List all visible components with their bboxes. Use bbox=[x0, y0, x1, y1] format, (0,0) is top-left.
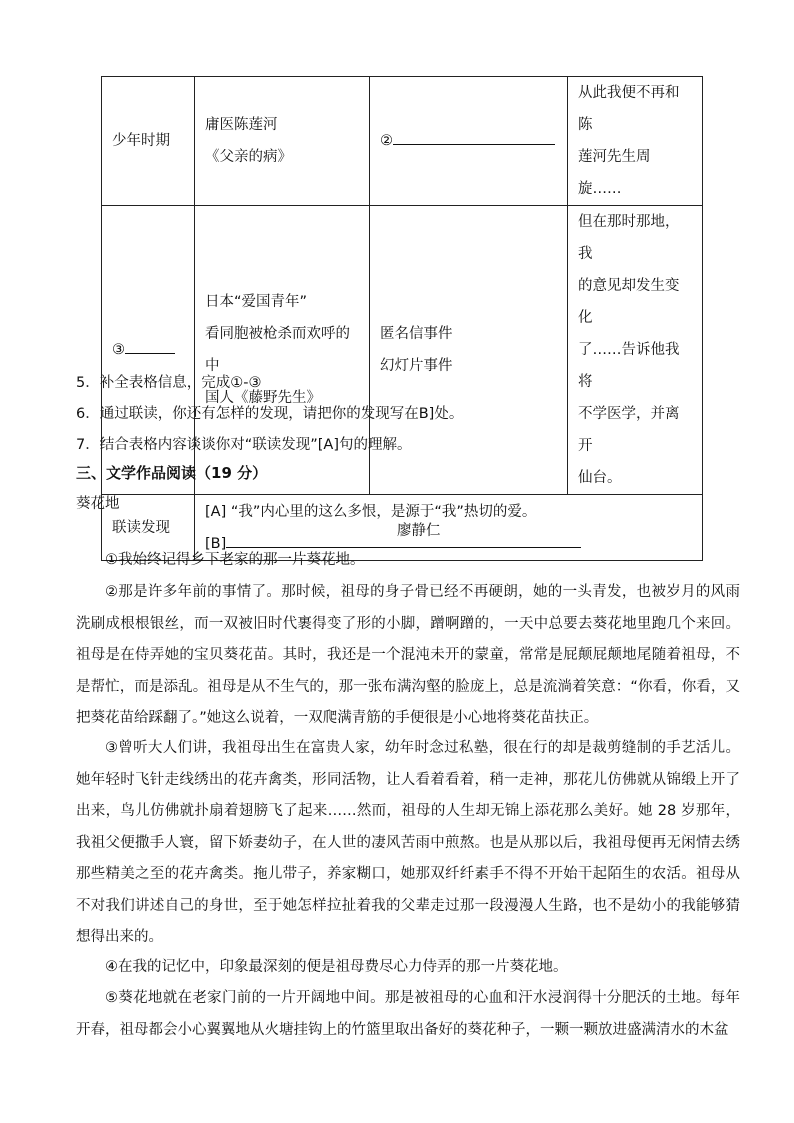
feeling-cell bbox=[568, 77, 703, 206]
question-7: 7．结合表格内容谈谈你对“联读发现”[A]句的理解。 bbox=[76, 437, 412, 453]
finding-b-marker: [B] bbox=[205, 535, 227, 552]
event-line: 匿名信事件 bbox=[380, 326, 453, 342]
reading-table bbox=[101, 76, 703, 561]
question-6: 6．通过联读，你还有怎样的发现，请把你的发现写在B]处。 bbox=[76, 406, 464, 422]
answer-blank-2[interactable] bbox=[393, 130, 555, 145]
person-line: 看同胞被枪杀而欢呼的中 bbox=[205, 326, 350, 374]
paragraph-2: ②那是许多年前的事情了。那时候，祖母的身子骨已经不再硬朗，她的一头青发，也被岁月的风雨洗刷成根根银丝，而一双被旧时代裹得变了形的小脚，蹭啊蹭的，一天中总要去葵花地里跑几个来回。祖母是在侍弄她的宝贝葵花苗。其时，我还是一个混沌未开的蒙童，常常是屁颠屁颠地尾随着祖母，不是帮忙，而是添乱。祖母是从不生气的，那一张布满沟壑的脸庞上，总是流淌着笑意：“你看，你看，又把葵花苗给踩翻了。”她这么说着，一双爬满青筋的手便很是小心地将葵花苗扶正。 bbox=[76, 584, 740, 726]
finding-a: [A] “我”内心里的这么多恨，是源于“我”热切的爱。 bbox=[205, 503, 537, 520]
feeling-line: 的意见却发生变化 bbox=[578, 278, 680, 326]
feeling-line: 了……告诉他我将 bbox=[578, 342, 680, 390]
feeling-line: 不学医学，并离开 bbox=[578, 406, 680, 454]
person-line: 国人《藤野先生》 bbox=[205, 390, 321, 406]
event-cell[interactable] bbox=[370, 77, 568, 206]
blank-marker-3: ③ bbox=[112, 342, 125, 358]
paragraph-5: ⑤葵花地就在老家门前的一片开阔地中间。那是被祖母的心血和汗水浸润得十分肥沃的土地。每年开春，祖母都会小心翼翼地从火塘挂钩上的竹篮里取出备好的葵花种子，一颗一颗放进盛满清水的木盆 bbox=[76, 990, 740, 1038]
person-name: 庸医陈莲河 bbox=[205, 117, 278, 133]
work-title: 《父亲的病》 bbox=[205, 149, 292, 165]
paragraph-1: ①我始终记得乡下老家的那一片葵花地。 bbox=[105, 552, 365, 568]
feeling-line: 莲河先生周旋…… bbox=[578, 149, 651, 197]
article-title: 葵花地 bbox=[76, 496, 120, 512]
period-cell: 少年时期 bbox=[102, 77, 195, 206]
finding-label: 联读发现 bbox=[102, 495, 195, 561]
answer-blank-3[interactable] bbox=[125, 339, 175, 354]
person-line: 日本“爱国青年” bbox=[205, 294, 308, 310]
person-cell bbox=[195, 77, 370, 206]
event-line: 幻灯片事件 bbox=[380, 358, 453, 374]
paragraph-3: ③曾听大人们讲，我祖母出生在富贵人家，幼年时念过私塾，很在行的却是裁剪缝制的手艺活儿。她年轻时飞针走线绣出的花卉禽类，形同活物，让人看着看着，稍一走神，那花儿仿佛就从锦缎上开了出来，鸟儿仿佛就扑扇着翅膀飞了起来……然而，祖母的人生却无锦上添花那么美好。她 28 岁那年，我祖父便撒手人寰，留下娇妻幼子，在人世的凄风苦雨中煎熬。也是从那以后，我祖母便再无闲情去绣那些精美之至的花卉禽类。拖儿带子，养家糊口，她那双纤纤素手不得不开始干起陌生的农活。祖母从不对我们讲述自己的身世，至于她怎样拉扯着我的父辈走过那一段漫漫人生路，也不是幼小的我能够猜想得出来的。 bbox=[76, 740, 740, 945]
question-5: 5．补全表格信息，完成①-③ bbox=[76, 375, 262, 391]
feeling-line: 但在那时那地，我 bbox=[578, 214, 680, 262]
article-author: 廖静仁 bbox=[397, 523, 441, 539]
feeling-line: 从此我便不再和陈 bbox=[578, 85, 680, 133]
table-row bbox=[102, 77, 703, 206]
section-heading: 三、文学作品阅读（19 分） bbox=[76, 464, 268, 482]
blank-marker-2: ② bbox=[380, 133, 393, 149]
feeling-cell bbox=[568, 206, 703, 495]
paragraph-4: ④在我的记忆中，印象最深刻的便是祖母费尽心力侍弄的那一片葵花地。 bbox=[105, 959, 568, 975]
feeling-line: 仙台。 bbox=[578, 470, 622, 486]
